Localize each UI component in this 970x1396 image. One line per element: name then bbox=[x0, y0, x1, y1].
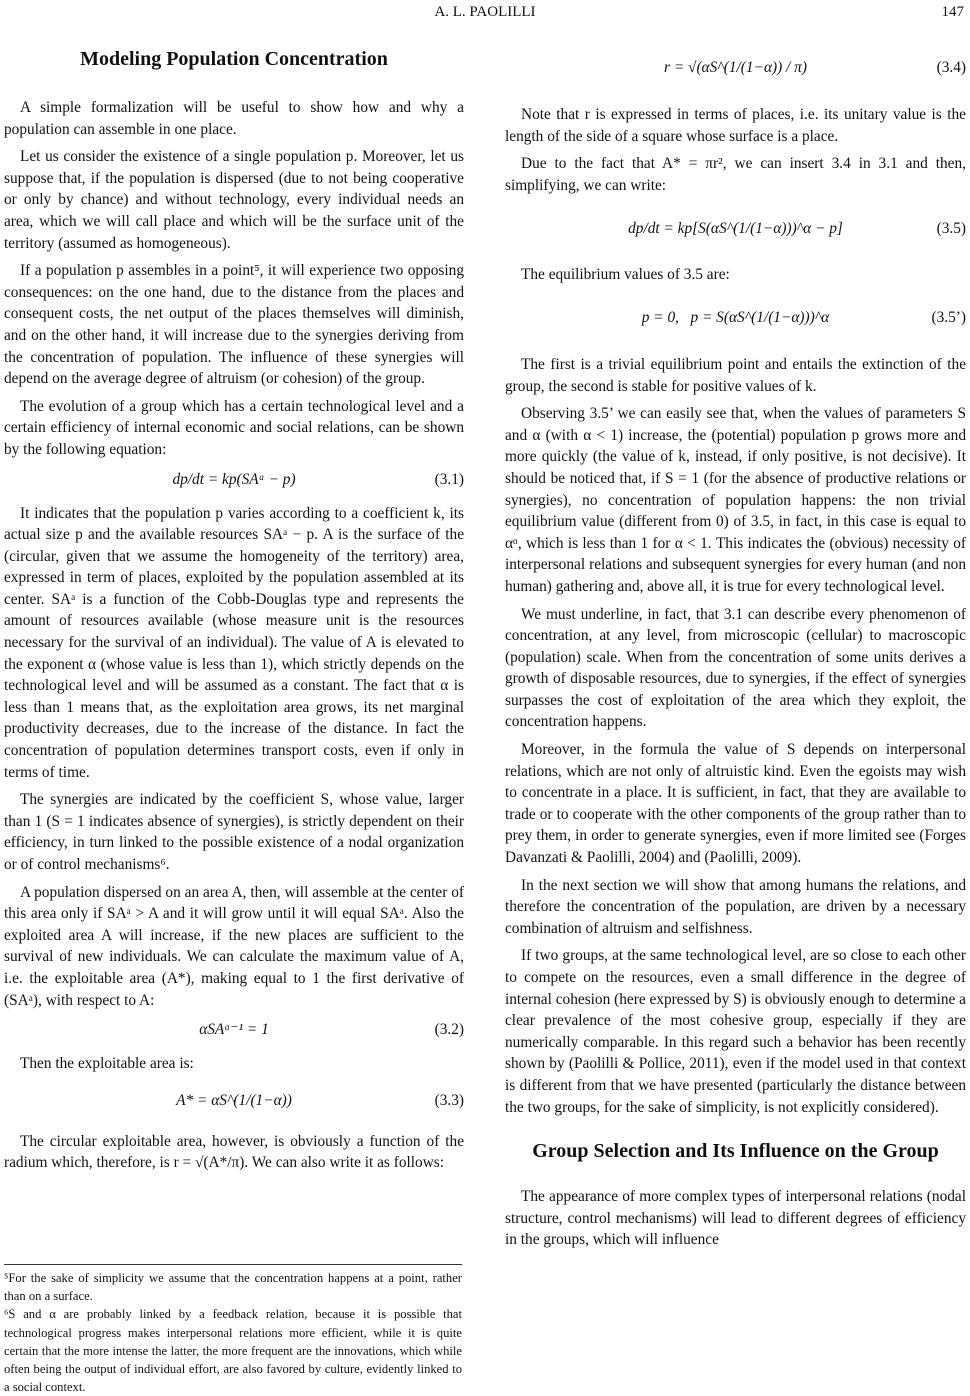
equation-number: (3.3) bbox=[434, 1091, 464, 1109]
paragraph: The first is a trivial equilibrium point and entails the extinction of the group, the second is stable for positive values of k. bbox=[505, 355, 966, 395]
equation-body-stable: p = S(αS^(1/(1−α)))^α bbox=[690, 309, 830, 327]
equation-body: dp/dt = kp(SAᵃ − p) bbox=[172, 470, 296, 488]
equation-number: (3.5’) bbox=[931, 309, 966, 327]
paragraph: A population dispersed on an area A, then, will assemble at the center of this area only if SAᵃ > A and it will grow until it will equal SAᵃ. Also the exploited area A will increase, if the new places are sufficient to the survival of new individuals. We can calculate the maximum value of A, i.e. the exploitable area (A*), making equal to 1 the first derivative of (SAᵃ), with respect to A: bbox=[4, 883, 464, 1009]
equation-separator: , bbox=[675, 309, 691, 327]
footnotes bbox=[4, 1264, 462, 1396]
paragraph: The synergies are indicated by the coefficient S, whose value, larger than 1 (S = 1 indicates absence of synergies), is strictly dependent on their efficiency, in turn linked to the possible existence of a nodal organization or of control mechanisms⁶. bbox=[4, 791, 464, 873]
paragraph: It indicates that the population p varies according to a coefficient k, its actual size p and the available resources SAᵃ − p. A is the surface of the (circular, given that we assume the homogeneity of the territory) area, expressed in term of places, exploited by the population assembled at its center. SAᵃ is a function of the Cobb-Douglas type and represents the amount of resources available (whose measure unit is the resources necessary for the survival of an individual). The value of A is elevated to the exponent α (whose value is less than 1), which strictly depends on the technological level and will be assumed as a constant. The fact that α is less than 1 means that, as the exploitation area grows, its net marginal productivity decreases, due to the increase of the distance. In fact the concentration of population determines transport costs, even if only in terms of time. bbox=[4, 504, 464, 781]
equation-body: dp/dt = kp[S(αS^(1/(1−α)))^α − p] bbox=[628, 219, 843, 237]
running-head-author: A. L. PAOLILLI bbox=[434, 4, 536, 20]
paragraph: Moreover, in the formula the value of S depends on interpersonal relations, which are not only of altruistic kind. Even the egoists may wish to concentrate in a place. It is sufficient, in fact, that they are available to trade or to cooperate with the other components of the group rather than to prey them, in order to generate synergies, even if more limited see (Forges Davanzati & Paolilli, 2004) and (Paolilli, 2009). bbox=[505, 741, 966, 867]
equation-number: (3.5) bbox=[936, 219, 966, 237]
equation-3-1 bbox=[4, 467, 464, 493]
right-column bbox=[505, 38, 966, 1257]
left-column bbox=[4, 38, 464, 1180]
footnote-5: ⁵For the sake of simplicity we assume that the concentration happens at a point, rather than on a surface. bbox=[4, 1271, 462, 1304]
paragraph: The evolution of a group which has a certain technological level and a certain efficiency of internal economic and social relations, can be shown by the following equation: bbox=[4, 397, 464, 458]
paragraph: We must underline, in fact, that 3.1 can describe every phenomenon of concentration, at any level, from microscopic (cellular) to macroscopic (population) scale. When from the concentration of some units derives a growth of disposable resources, due to synergies, if the effect of synergies surpasses the cost of exploitation of the area which they exploit, the concentration happens. bbox=[505, 605, 966, 731]
equation-body-trivial: p = 0 bbox=[641, 309, 676, 327]
paragraph: In the next section we will show that among humans the relations, and therefore the concentration of the population, are driven by a necessary combination of altruism and selfishness. bbox=[505, 876, 966, 937]
paragraph: Then the exploitable area is: bbox=[20, 1055, 194, 1073]
paragraph: Due to the fact that A* = πr², we can insert 3.4 in 3.1 and then, simplifying, we can write: bbox=[505, 155, 966, 194]
section-title: Modeling Population Concentration bbox=[80, 48, 388, 70]
equation-number: (3.2) bbox=[434, 1021, 464, 1039]
paragraph: Note that r is expressed in terms of places, i.e. its unitary value is the length of the side of a square whose surface is a place. bbox=[505, 106, 966, 145]
paragraph: If a population p assembles in a point⁵, it will experience two opposing consequences: on the one hand, due to the distance from the places and consequent costs, the net output of the places themselves will diminish, and on the other hand, it will increase due to the synergies deriving from the concentration of population. The influence of these synergies will depend on the average degree of altruism (or cohesion) of the group. bbox=[4, 262, 464, 388]
equation-3-2 bbox=[4, 1017, 464, 1043]
footnote-6: ⁶S and α are probably linked by a feedback relation, because it is possible that technological progress makes interpersonal relations more efficient, while it is quite certain that the more intense the latter, the more frequent are the innovations, which while often being the output of individual effort, are also favored by culture, evidently linked to a social context. bbox=[4, 1307, 462, 1395]
paragraph: If two groups, at the same technological level, are so close to each other to compete on the resources, even a small difference in the degree of internal cohesion (here expressed by S) is obviously enough to determine a clear prevalence of the most cohesive group, especially if they are numerically comparable. In this regard such a behavior has been recently shown by (Paolilli & Pollice, 2011), even if the model used in that context is different from that we have presented (particularly the distance between the two groups, for the sake of simplicity, is not explicitly considered). bbox=[505, 947, 966, 1116]
running-head bbox=[0, 4, 970, 26]
equation-body: αSAᵅ⁻¹ = 1 bbox=[199, 1021, 269, 1039]
section-title: Group Selection and Its Influence on the Group bbox=[532, 1140, 939, 1163]
equation-number: (3.1) bbox=[434, 470, 464, 488]
equation-body: r = √(αS^(1/(1−α)) / π) bbox=[664, 59, 807, 77]
equation-body: A* = αS^(1/(1−α)) bbox=[176, 1091, 292, 1109]
equation-3-5 bbox=[505, 202, 966, 254]
equation-3-3 bbox=[4, 1081, 464, 1121]
paragraph: The appearance of more complex types of interpersonal relations (nodal structure, control mechanisms) will lead to different degrees of efficiency in the groups, which will influence bbox=[505, 1188, 966, 1249]
paragraph: The circular exploitable area, however, is obviously a function of the radium which, therefore, is r = √(A*/π). We can also write it as follows: bbox=[4, 1132, 464, 1172]
paragraph: A simple formalization will be useful to show how and why a population can assemble in one place. bbox=[4, 99, 464, 138]
page-number: 147 bbox=[941, 4, 964, 20]
equation-3-5-prime bbox=[505, 292, 966, 344]
equation-3-4 bbox=[505, 42, 966, 94]
paragraph: Observing 3.5’ we can easily see that, when the values of parameters S and α (with α < 1) increase, the (potential) population p grows more and more quickly (the value of k, instead, if only positive, is not decisive). It should be noticed that, if S = 1 (for the absence of productive relations or synergies), no concentration of population happens: the non trivial equilibrium value (different from 0) of 3.5, in fact, in this case is equal to αᵅ, which is less than 1 for α < 1. This indicates the (obvious) necessity of interpersonal relations and subsequent synergies for every human (and non human) gathering and, above all, it is true for every technological level. bbox=[505, 405, 966, 595]
paragraph: Let us consider the existence of a single population p. Moreover, let us suppose that, if the population is dispersed (due to not being cooperative or only by chance) and without technology, every individual needs an area, which we will call place and which will be the surface unit of the territory (assumed as homogeneous). bbox=[4, 148, 464, 252]
equation-number: (3.4) bbox=[936, 59, 966, 77]
paragraph: The equilibrium values of 3.5 are: bbox=[521, 266, 730, 284]
